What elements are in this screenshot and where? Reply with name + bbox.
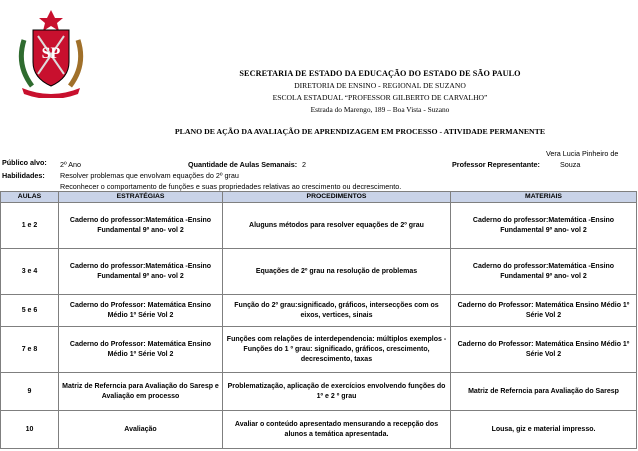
header-aulas: AULAS	[1, 192, 59, 203]
estrategia-cell: Matriz de Referncia para Avaliação do Saresp e Avaliação em processo	[59, 373, 223, 411]
procedimento-cell: Funções com relações de interdependencia: múltiplos exemplos -Funções do 1 º grau: significado, gráficos, crescimento, decrescimento, taxas	[223, 327, 451, 373]
table-row	[1, 327, 637, 373]
header-secretaria: SECRETARIA DE ESTADO DA EDUCAÇÃO DO ESTADO DE SÃO PAULO	[239, 69, 521, 78]
estrategia-cell: Caderno do professor:Matemática -Ensino Fundamental 9º ano- vol 2	[59, 249, 223, 295]
aula-cell: 7 e 8	[1, 327, 59, 373]
material-cell: Caderno do professor:Matemática -Ensino Fundamental 9º ano- vol 2	[451, 203, 637, 249]
table-row	[1, 249, 637, 295]
table-row	[1, 203, 637, 249]
header-procedimentos: PROCEDIMENTOS	[223, 192, 451, 203]
habilidades-line2: Reconhecer o comportamento de funções e suas propriedades relativas ao crescimento ou decrescimento.	[60, 182, 402, 191]
material-cell: Matriz de Referncia para Avaliação do Saresp	[451, 373, 637, 411]
aula-cell: 10	[1, 411, 59, 449]
quantidade-value: 2	[302, 160, 306, 169]
table-row	[1, 411, 637, 449]
procedimento-cell: Avaliar o conteúdo apresentado mensurando a recepção dos alunos a temática apresentada.	[223, 411, 451, 449]
plan-title: PLANO DE AÇÃO DA AVALIAÇÃO DE APRENDIZAGEM EM PROCESSO - ATIVIDADE PERMANENTE	[174, 127, 546, 136]
plan-table	[0, 191, 637, 449]
professor-label: Professor Representante:	[452, 160, 540, 169]
sao-paulo-coat-of-arms-logo	[14, 10, 88, 98]
estrategia-cell: Caderno do professor:Matemática -Ensino Fundamental 9º ano- vol 2	[59, 203, 223, 249]
aula-cell: 1 e 2	[1, 203, 59, 249]
header-estrategias: ESTRATÉGIAS	[59, 192, 223, 203]
aula-cell: 9	[1, 373, 59, 411]
professor-value-line2: Souza	[560, 160, 581, 169]
professor-value-line1: Vera Lucia Pinheiro de	[546, 149, 619, 158]
table-row	[1, 373, 637, 411]
seal-lettering: SP	[41, 45, 61, 62]
material-cell: Caderno do Professor: Matemática Ensino Médio 1º Série Vol 2	[451, 327, 637, 373]
header-materiais: MATERIAIS	[451, 192, 637, 203]
table-header-row	[1, 192, 637, 203]
estrategia-cell: Caderno do Professor: Matemática Ensino Médio 1º Série Vol 2	[59, 295, 223, 327]
estrategia-cell: Caderno do Professor: Matemática Ensino Médio 1º Série Vol 2	[59, 327, 223, 373]
header-escola: ESCOLA ESTADUAL “PROFESSOR GILBERTO DE CARVALHO”	[272, 93, 488, 102]
material-cell: Lousa, giz e material impresso.	[451, 411, 637, 449]
header-endereco: Estrada do Marengo, 189 – Boa Vista - Suzano	[310, 105, 450, 114]
procedimento-cell: Aluguns métodos para resolver equações de 2º grau	[223, 203, 451, 249]
quantidade-label: Quantidade de Aulas Semanais:	[188, 160, 298, 169]
publico-value: 2º Ano	[60, 160, 82, 169]
publico-label: Público alvo:	[2, 158, 47, 167]
header-diretoria: DIRETORIA DE ENSINO - REGIONAL DE SUZANO	[294, 81, 466, 90]
estrategia-cell: Avaliação	[59, 411, 223, 449]
habilidades-line1: Resolver problemas que envolvam equações do 2º grau	[60, 171, 239, 180]
procedimento-cell: Problematização, aplicação de exercícios envolvendo funções do 1º e 2 º grau	[223, 373, 451, 411]
procedimento-cell: Equações de 2º grau na resolução de problemas	[223, 249, 451, 295]
habilidades-label: Habilidades:	[2, 171, 45, 180]
table-row	[1, 295, 637, 327]
material-cell: Caderno do professor:Matemática -Ensino Fundamental 9º ano- vol 2	[451, 249, 637, 295]
procedimento-cell: Função do 2º grau:significado, gráficos, intersecções com os eixos, vertices, sinais	[223, 295, 451, 327]
aula-cell: 5 e 6	[1, 295, 59, 327]
material-cell: Caderno do Professor: Matemática Ensino Médio 1º Série Vol 2	[451, 295, 637, 327]
aula-cell: 3 e 4	[1, 249, 59, 295]
